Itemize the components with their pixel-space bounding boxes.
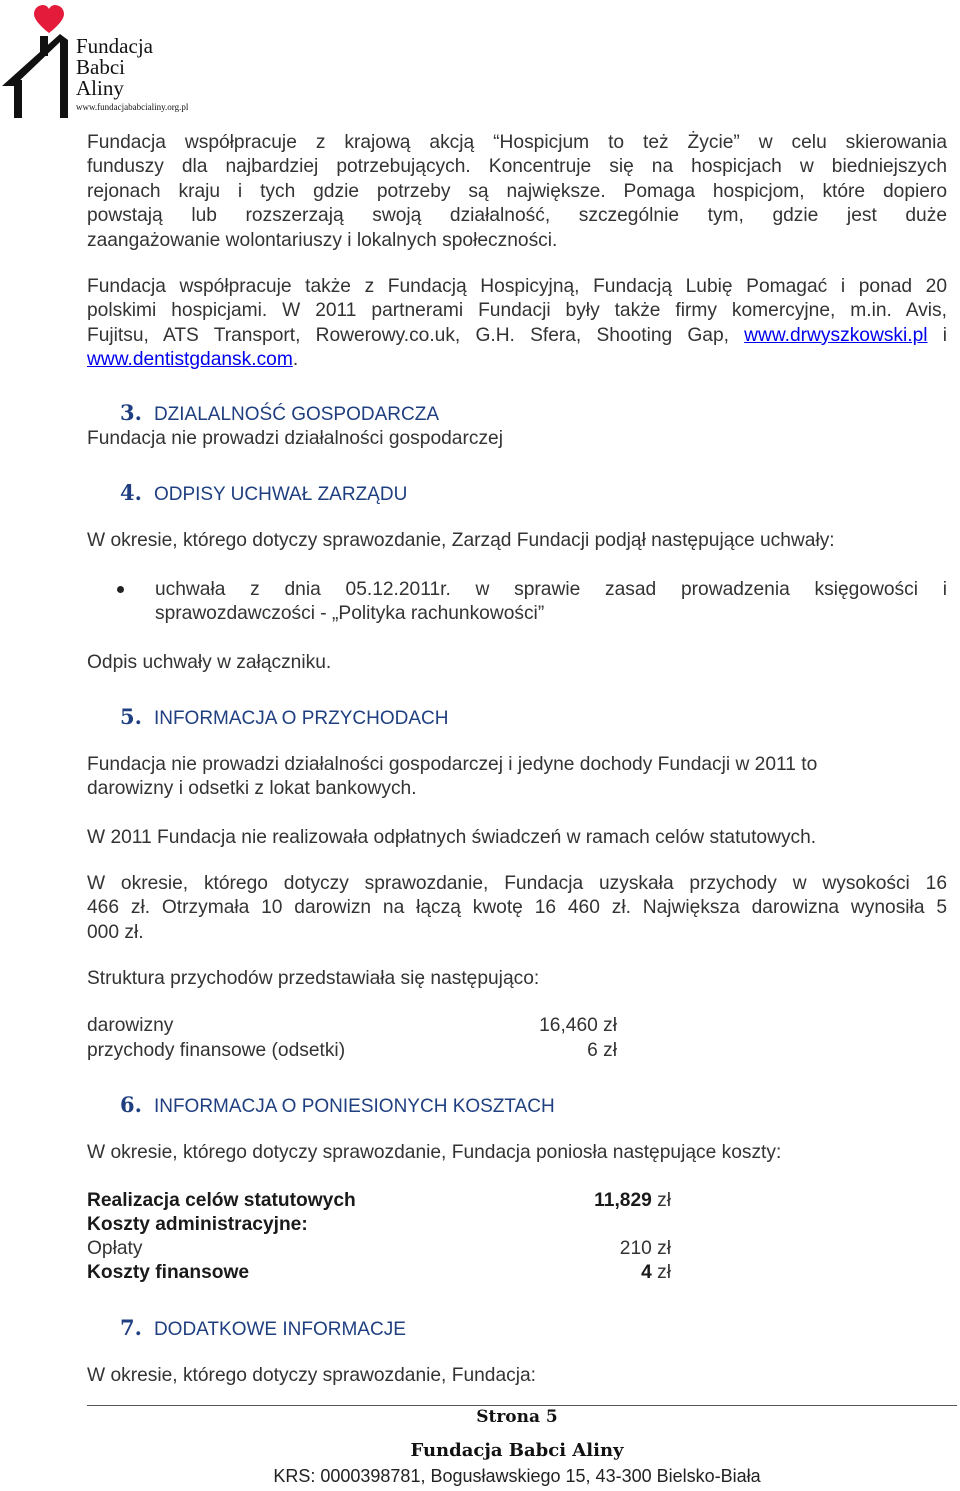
cost-row-value bbox=[470, 1238, 671, 1260]
cost-amount: 11,829 bbox=[594, 1190, 652, 1211]
section-4-note: Odpis uchwały w załączniku. bbox=[87, 652, 332, 673]
intro-paragraph-1 bbox=[87, 131, 947, 253]
footer-org-name: Fundacja Babci Aliny bbox=[410, 1440, 624, 1461]
section-5-paragraph-3 bbox=[87, 872, 947, 945]
link-drwyszkowski[interactable]: www.drwyszkowski.pl bbox=[744, 324, 928, 346]
logo-name-line-3: Aliny bbox=[76, 76, 124, 100]
logo bbox=[0, 0, 189, 118]
income-row-label: darowizny bbox=[87, 1015, 174, 1036]
section-title: DZIALALNOŚĆ GOSPODARCZA bbox=[153, 404, 439, 425]
section-5-heading bbox=[120, 704, 448, 730]
bullet-icon bbox=[117, 586, 124, 593]
text-line: 466 zł. Otrzymała 10 darowizn na łączą kwotę 16 460 zł. Największa darowizna wynosiła 5 bbox=[87, 897, 947, 919]
section-3-text: Fundacja nie prowadzi działalności gospodarczej bbox=[87, 428, 503, 449]
text-fragment: Fujitsu, ATS Transport, Rowerowy.co.uk, G.H. Sfera, Shooting Gap, bbox=[87, 324, 745, 346]
income-row-label: przychody finansowe (odsetki) bbox=[87, 1040, 346, 1061]
text-line: uchwała z dnia 05.12.2011r. w sprawie zasad prowadzenia księgowości i bbox=[155, 579, 947, 600]
cost-row-value bbox=[470, 1190, 671, 1212]
cost-row-label: Koszty finansowe bbox=[87, 1262, 250, 1283]
text-fragment: . bbox=[292, 349, 299, 371]
logo-name-line-2: Babci bbox=[76, 55, 125, 79]
text-line: polskimi hospicjami. W 2011 partnerami Fundacji były także firmy komercyjne, m.in. Avis, bbox=[87, 300, 947, 322]
link-dentistgdansk[interactable]: www.dentistgdansk.com bbox=[87, 349, 293, 371]
cost-row-label: Koszty administracyjne: bbox=[87, 1214, 308, 1235]
section-6-intro: W okresie, którego dotyczy sprawozdanie, Fundacja poniosła następujące koszty: bbox=[87, 1142, 782, 1163]
section-number: 4. bbox=[120, 480, 142, 505]
footer-address: KRS: 0000398781, Bogusławskiego 15, 43-300 Bielsko-Biała bbox=[273, 1466, 761, 1486]
text-line bbox=[87, 348, 947, 372]
page-number: Strona 5 bbox=[476, 1407, 558, 1427]
section-number: 3. bbox=[120, 400, 142, 425]
footer-divider bbox=[87, 1405, 957, 1406]
text-line: W okresie, którego dotyczy sprawozdanie, Fundacja uzyskała przychody w wysokości 16 bbox=[87, 873, 947, 894]
section-4-heading bbox=[120, 480, 407, 506]
section-title: ODPISY UCHWAŁ ZARZĄDU bbox=[153, 484, 408, 505]
income-row-value: 16,460 zł bbox=[539, 1015, 617, 1036]
section-number: 6. bbox=[120, 1092, 142, 1117]
text-line: funduszy dla najbardziej potrzebujących. Koncentruje się na hospicjach w biedniejszych bbox=[87, 156, 947, 178]
text-line: Fundacja współpracuje z krajową akcją “Hospicjum to też Życie” w celu skierowania bbox=[87, 132, 947, 153]
section-number: 7. bbox=[120, 1315, 142, 1340]
text-line: 000 zł. bbox=[87, 921, 144, 943]
cost-row-label: Realizacja celów statutowych bbox=[87, 1190, 356, 1211]
income-row-value: 6 zł bbox=[587, 1040, 617, 1061]
cost-amount: 4 bbox=[641, 1262, 652, 1283]
text-line: powstają lub rozszerzają swoją działalność, szczególnie tym, gdzie jest duże bbox=[87, 205, 947, 227]
logo-name-line-1: Fundacja bbox=[76, 34, 153, 58]
text-line: Fundacja współpracuje także z Fundacją Hospicyjną, Fundacją Lubię Pomagać i ponad 20 bbox=[87, 276, 947, 297]
intro-paragraph-2 bbox=[87, 275, 947, 373]
text-line: Fundacja nie prowadzi działalności gospodarczej i jedyne dochody Fundacji w 2011 to bbox=[87, 754, 818, 775]
section-5-paragraph-2: W 2011 Fundacja nie realizowała odpłatnych świadczeń w ramach celów statutowych. bbox=[87, 827, 817, 848]
section-5-paragraph-4: Struktura przychodów przedstawiała się następująco: bbox=[87, 968, 540, 989]
section-4-bullet bbox=[155, 578, 947, 627]
section-7-heading bbox=[120, 1315, 406, 1341]
text-fragment: i bbox=[927, 324, 947, 346]
text-line: darowizny i odsetki z lokat bankowych. bbox=[87, 778, 417, 800]
logo-url: www.fundacjababcialiny.org.pl bbox=[76, 102, 189, 112]
section-4-intro: W okresie, którego dotyczy sprawozdanie, Zarząd Fundacji podjął następujące uchwały: bbox=[87, 530, 835, 551]
section-7-intro: W okresie, którego dotyczy sprawozdanie, Fundacja: bbox=[87, 1365, 536, 1386]
cost-unit: zł bbox=[651, 1262, 671, 1283]
section-title: INFORMACJA O PRZYCHODACH bbox=[153, 708, 449, 729]
section-number: 5. bbox=[120, 704, 142, 729]
cost-unit: zł bbox=[651, 1238, 671, 1259]
cost-amount: 210 bbox=[619, 1238, 652, 1259]
text-line: sprawozdawczości - „Polityka rachunkowości” bbox=[155, 603, 545, 625]
text-line: rejonach kraju i tych gdzie potrzeby są największe. Pomaga hospicjom, które dopiero bbox=[87, 180, 947, 202]
text-line bbox=[87, 324, 947, 348]
section-3-heading bbox=[120, 400, 439, 426]
section-5-paragraph-1 bbox=[87, 753, 947, 802]
cost-row-label: Opłaty bbox=[87, 1238, 143, 1259]
section-title: INFORMACJA O PONIESIONYCH KOSZTACH bbox=[153, 1096, 555, 1117]
section-6-heading bbox=[120, 1092, 555, 1118]
section-title: DODATKOWE INFORMACJE bbox=[153, 1319, 406, 1340]
cost-row-value bbox=[470, 1262, 671, 1284]
text-line: zaangażowanie wolontariuszy i lokalnych społeczności. bbox=[87, 229, 558, 251]
cost-unit: zł bbox=[651, 1190, 671, 1211]
